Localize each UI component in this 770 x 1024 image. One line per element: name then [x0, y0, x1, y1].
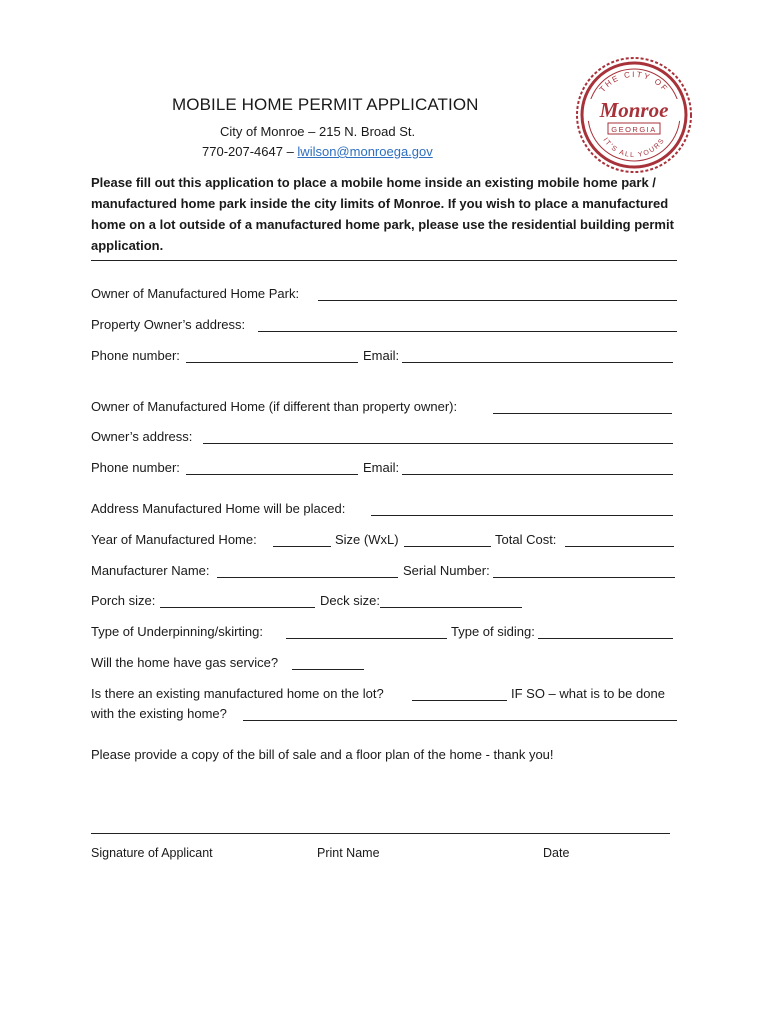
seal-state: GEORGIA [611, 125, 657, 134]
serial-field[interactable] [493, 577, 675, 578]
manufacturer-label: Manufacturer Name: [91, 563, 210, 578]
owner-park-field[interactable] [318, 300, 677, 301]
email-label-1: Email: [363, 348, 400, 363]
email-link[interactable]: lwilson@monroega.gov [297, 144, 433, 159]
property-owner-address-label: Property Owner’s address: [91, 317, 246, 332]
email-field-2[interactable] [402, 474, 673, 475]
instructions-text: Please fill out this application to place a mobile home inside an existing mobile home park / manufactured home park inside the city limits of Monroe. If you wish to place a manufactured home on a lot outside of a manufactured home park, please use the residential building permit application. [91, 175, 674, 253]
siding-field[interactable] [538, 638, 673, 639]
phone-text: 770-207-4647 – [202, 144, 298, 159]
porch-label: Porch size: [91, 593, 156, 608]
owner-home-field[interactable] [493, 413, 672, 414]
signature-line[interactable] [91, 833, 670, 834]
phone-field-2[interactable] [186, 474, 358, 475]
with-existing-label: with the existing home? [91, 706, 227, 721]
owner-address-field[interactable] [203, 443, 673, 444]
underpinning-field[interactable] [286, 638, 447, 639]
with-existing-field[interactable] [243, 720, 677, 721]
size-label: Size (WxL) [335, 532, 399, 547]
seal-top-text: THE CITY OF [597, 69, 671, 94]
address-placed-field[interactable] [371, 515, 673, 516]
city-seal-logo [574, 55, 694, 175]
email-label-2: Email: [363, 460, 400, 475]
phone-field-1[interactable] [186, 362, 358, 363]
owner-home-label: Owner of Manufactured Home (if different than property owner): [91, 399, 458, 414]
porch-field[interactable] [160, 607, 315, 608]
deck-label: Deck size: [320, 593, 380, 608]
gas-label: Will the home have gas service? [91, 655, 279, 670]
manufacturer-field[interactable] [217, 577, 398, 578]
phone-label-1: Phone number: [91, 348, 180, 363]
print-name-label: Print Name [317, 846, 380, 860]
siding-label: Type of siding: [451, 624, 535, 639]
existing-home-field[interactable] [412, 700, 507, 701]
phone-label-2: Phone number: [91, 460, 180, 475]
gas-field[interactable] [292, 669, 364, 670]
owner-park-label: Owner of Manufactured Home Park: [91, 286, 300, 301]
date-label: Date [543, 846, 570, 860]
seal-tagline: IT'S ALL YOURS [601, 136, 667, 160]
deck-field[interactable] [380, 607, 522, 608]
total-cost-field[interactable] [565, 546, 674, 547]
owner-address-label: Owner’s address: [91, 429, 193, 444]
if-so-label: IF SO – what is to be done [511, 686, 665, 701]
serial-label: Serial Number: [403, 563, 490, 578]
year-label: Year of Manufactured Home: [91, 532, 257, 547]
existing-home-label: Is there an existing manufactured home on the lot? [91, 686, 384, 701]
total-cost-label: Total Cost: [495, 532, 557, 547]
address-placed-label: Address Manufactured Home will be placed: [91, 501, 346, 516]
email-field-1[interactable] [402, 362, 673, 363]
contact-line [202, 144, 433, 159]
section-divider [91, 260, 677, 261]
year-field[interactable] [273, 546, 331, 547]
city-address: City of Monroe – 215 N. Broad St. [220, 124, 416, 139]
closing-note: Please provide a copy of the bill of sale and a floor plan of the home - thank you! [91, 747, 554, 762]
underpinning-label: Type of Underpinning/skirting: [91, 624, 263, 639]
page-title: MOBILE HOME PERMIT APPLICATION [172, 95, 479, 114]
signature-label: Signature of Applicant [91, 846, 213, 860]
property-owner-address-field[interactable] [258, 331, 677, 332]
seal-name: Monroe [599, 98, 669, 122]
size-field[interactable] [404, 546, 491, 547]
